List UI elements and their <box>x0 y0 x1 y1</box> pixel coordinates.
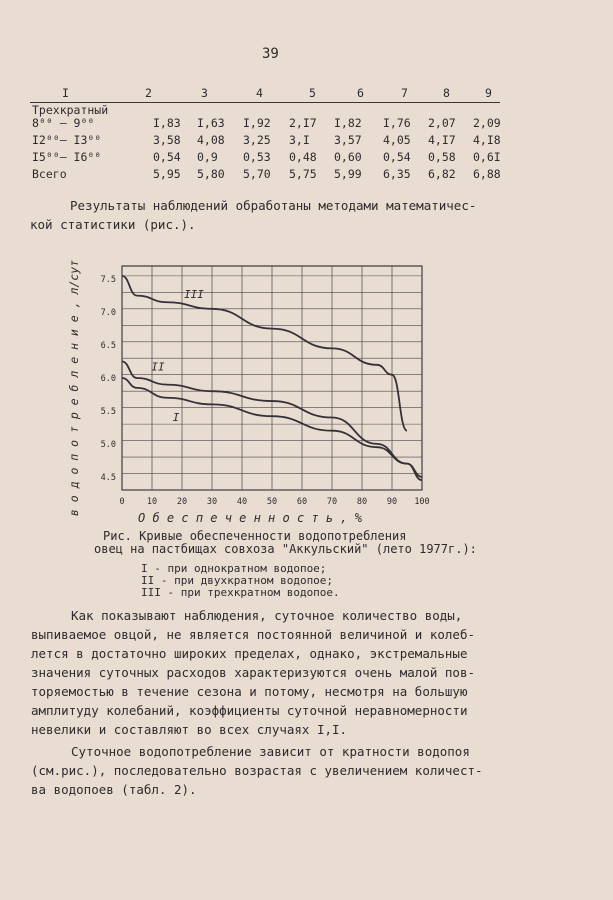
cell: 0,9 <box>197 150 218 164</box>
y-axis-label: в о д о п о т р е б л е н и е , л/сут <box>67 259 81 517</box>
header-cell: 8 <box>443 86 450 100</box>
row-label: Всего <box>32 167 67 181</box>
header-cell: 6 <box>357 86 364 100</box>
y-tick-label: 7.0 <box>100 308 116 319</box>
header-cell: 4 <box>256 86 263 100</box>
x-axis-label: О б е с п е ч е н н о с т ь , % <box>138 511 362 525</box>
table-group-row <box>30 103 500 116</box>
cell: 0,53 <box>243 150 271 164</box>
table-header <box>30 86 500 103</box>
header-cell: 5 <box>309 86 316 100</box>
text-line: выпиваемое овцой, не является постоянной величиной и колеб- <box>31 627 476 642</box>
text-line: Суточное водопотребление зависит от кратности водопоя <box>71 744 470 759</box>
header-cell: 7 <box>401 86 408 100</box>
cell: 0,58 <box>428 150 456 164</box>
legend-item: I - при однократном водопое; <box>141 562 327 575</box>
text-line: значения суточных расходов характеризуются очень малой пов- <box>31 665 476 680</box>
cell: 5,80 <box>197 167 225 181</box>
header-cell: 3 <box>201 86 208 100</box>
cell: 0,6I <box>473 150 501 164</box>
x-tick-label: 20 <box>176 497 188 507</box>
text-line: невелики и составляют во всех случаях I,I. <box>31 722 348 737</box>
cell: 0,54 <box>153 150 181 164</box>
x-tick-label: 80 <box>356 497 368 507</box>
cell: 0,54 <box>383 150 411 164</box>
caption-line: овец на пастбищах совхоза "Аккульский" (лето 1977г.): <box>94 542 477 556</box>
cell: 6,88 <box>473 167 501 181</box>
cell: 3,58 <box>153 133 181 147</box>
data-table <box>30 86 500 184</box>
x-tick-label: 10 <box>146 497 158 507</box>
chart-svg <box>60 258 440 530</box>
text-line: торяемостью в течение сезона и потому, несмотря на большую <box>31 684 468 699</box>
x-tick-label: 30 <box>206 497 218 507</box>
y-tick-label: 7.5 <box>100 275 116 286</box>
legend-item: II - при двухкратном водопое; <box>141 574 334 587</box>
cell: 5,95 <box>153 167 181 181</box>
cell: 5,99 <box>334 167 362 181</box>
table-row <box>30 150 500 167</box>
y-tick-label: 5.5 <box>100 406 116 417</box>
cell: I,63 <box>197 116 225 130</box>
row-label: I2⁰⁰– I3⁰⁰ <box>32 133 102 147</box>
cell: I,92 <box>243 116 271 130</box>
cell: I,83 <box>153 116 181 130</box>
text-line: (см.рис.), последовательно возрастая с увеличением количест- <box>31 763 483 778</box>
cell: 3,57 <box>334 133 362 147</box>
x-tick-label: 60 <box>296 497 308 507</box>
cell: I,76 <box>383 116 411 130</box>
y-tick-label: 6.0 <box>100 374 116 384</box>
series-label-II: II <box>151 360 165 374</box>
cell: 0,60 <box>334 150 362 164</box>
row-label: 8⁰⁰ – 9⁰⁰ <box>32 116 95 130</box>
series-label-III: III <box>184 288 204 302</box>
cell: 6,35 <box>383 167 411 181</box>
text-line: амплитуду колебаний, коэффициенты суточной неравномерности <box>31 703 468 718</box>
cell: 5,70 <box>243 167 271 181</box>
row-label: I5⁰⁰– I6⁰⁰ <box>32 150 102 164</box>
x-tick-label: 50 <box>266 497 278 507</box>
page-number: 39 <box>262 46 279 62</box>
y-tick-label: 4.5 <box>100 472 116 483</box>
cell: 2,09 <box>473 116 501 130</box>
cell: 3,I <box>289 133 310 147</box>
figure-legend <box>141 563 340 599</box>
cell: I,82 <box>334 116 362 130</box>
chart <box>60 258 440 530</box>
header-cell: 2 <box>145 86 152 100</box>
x-tick-label: 90 <box>386 497 398 507</box>
cell: 3,25 <box>243 133 271 147</box>
table-row <box>30 133 500 150</box>
text-line: Результаты наблюдений обработаны методами математичес- <box>70 198 477 213</box>
text-line: Как показывают наблюдения, суточное количество воды, <box>71 608 463 623</box>
x-tick-label: 0 <box>119 497 125 507</box>
cell: 0,48 <box>289 150 317 164</box>
table-row <box>30 116 500 133</box>
header-cell: 9 <box>485 86 492 100</box>
y-tick-label: 6.5 <box>100 341 116 352</box>
intro-paragraph <box>30 196 476 234</box>
cell: 4,I8 <box>473 133 501 147</box>
series-label-I: I <box>172 411 180 425</box>
body-paragraph-2 <box>31 742 483 799</box>
header-cell: I <box>62 86 69 100</box>
group-label: Трехкратный <box>32 103 109 117</box>
cell: 2,I7 <box>289 116 317 130</box>
cell: 4,05 <box>383 133 411 147</box>
text-line: кой статистики (рис.). <box>30 217 196 232</box>
cell: 6,82 <box>428 167 456 181</box>
table-row <box>30 167 500 184</box>
x-tick-label: 100 <box>414 497 430 507</box>
cell: 4,I7 <box>428 133 456 147</box>
text-line: ва водопоев (табл. 2). <box>31 782 197 797</box>
cell: 2,07 <box>428 116 456 130</box>
text-line: лется в достаточно широких пределах, однако, экстремальные <box>31 646 468 661</box>
caption-line: Рис. Кривые обеспеченности водопотребления <box>103 529 407 543</box>
figure-caption <box>94 529 477 556</box>
x-tick-label: 40 <box>236 497 248 507</box>
y-tick-label: 5.0 <box>100 439 116 450</box>
legend-item: III - при трехкратном водопое. <box>141 586 340 599</box>
x-tick-label: 70 <box>326 497 338 507</box>
cell: 4,08 <box>197 133 225 147</box>
cell: 5,75 <box>289 167 317 181</box>
body-paragraph-1 <box>31 606 475 739</box>
